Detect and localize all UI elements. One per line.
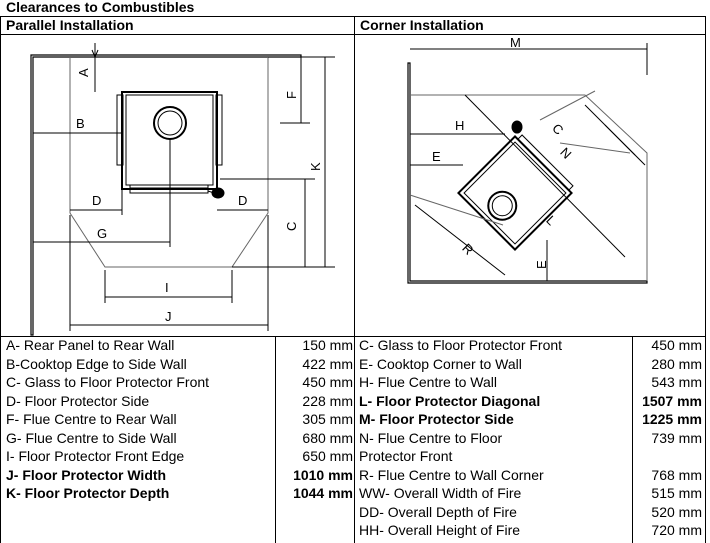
label-n: N	[557, 144, 575, 162]
spec-label: A- Rear Panel to Rear Wall	[6, 337, 175, 353]
spec-value: 450 mm	[302, 374, 353, 390]
spec-label: DD- Overall Depth of Fire	[359, 503, 517, 520]
spec-label: HH- Overall Height of Fire	[359, 522, 521, 538]
spec-label: F- Flue Centre to Rear Wall	[6, 411, 177, 427]
table-row	[357, 521, 706, 540]
spec-value: 650 mm	[302, 448, 353, 464]
label-g: G	[97, 226, 108, 241]
table-row	[357, 484, 706, 503]
spec-value: 1225 mm	[642, 411, 702, 427]
table-row	[4, 336, 357, 355]
label-k: K	[308, 162, 323, 171]
label-j: J	[165, 309, 172, 324]
table-row	[357, 410, 706, 429]
table-row	[4, 429, 357, 448]
table-row	[4, 373, 357, 392]
spec-label: D- Floor Protector Side	[6, 392, 150, 409]
spec-label: Protector Front	[359, 448, 453, 464]
label-c-corner: C	[549, 120, 567, 138]
right-spec-table	[357, 336, 706, 540]
table-row	[4, 410, 357, 429]
spec-label: C- Glass to Floor Protector Front	[359, 337, 563, 353]
spec-label: H- Flue Centre to Wall	[359, 374, 497, 390]
label-e-bottom: E	[534, 260, 549, 269]
label-r: R	[459, 240, 477, 258]
spec-value: 543 mm	[651, 374, 702, 390]
label-b: B	[76, 116, 85, 131]
label-a: A	[76, 68, 91, 77]
parallel-installation-diagram	[0, 35, 354, 336]
spec-value	[632, 447, 706, 466]
spec-value: 450 mm	[651, 337, 702, 353]
spec-label: B-Cooktop Edge to Side Wall	[6, 355, 187, 372]
table-row	[4, 447, 357, 466]
spec-value: 228 mm	[302, 392, 353, 409]
table-row	[357, 392, 706, 411]
spec-value: 305 mm	[302, 411, 353, 427]
label-i: I	[165, 280, 169, 295]
label-d-right: D	[238, 193, 248, 208]
spec-value: 422 mm	[302, 355, 353, 372]
spec-value: 1010 mm	[293, 466, 353, 483]
spec-label: M- Floor Protector Side	[359, 411, 514, 427]
spec-value: 515 mm	[651, 485, 702, 501]
spec-value: 520 mm	[651, 503, 702, 520]
spec-label: R- Flue Centre to Wall Corner	[359, 466, 544, 483]
table-row	[357, 373, 706, 392]
spec-value: 150 mm	[302, 337, 353, 353]
table-row	[4, 355, 357, 374]
spec-value: 768 mm	[651, 466, 702, 483]
table-row	[357, 336, 706, 355]
spec-label: I- Floor Protector Front Edge	[6, 448, 185, 464]
label-m: M	[510, 35, 521, 50]
left-spec-table	[4, 336, 357, 503]
spec-value: 1507 mm	[642, 392, 702, 409]
table-row	[4, 466, 357, 485]
label-c: C	[284, 221, 299, 231]
label-f: F	[284, 91, 299, 99]
spec-label: E- Cooktop Corner to Wall	[359, 355, 522, 372]
table-row	[357, 429, 706, 448]
label-e-top: E	[432, 149, 441, 164]
corner-installation-diagram	[355, 35, 705, 336]
spec-label: G- Flue Centre to Side Wall	[6, 429, 177, 446]
spec-value: 720 mm	[651, 522, 702, 538]
spec-value: 280 mm	[651, 355, 702, 372]
table-row	[357, 447, 706, 466]
spec-label: C- Glass to Floor Protector Front	[6, 374, 210, 390]
spec-label: J- Floor Protector Width	[6, 466, 167, 483]
spec-value: 739 mm	[651, 429, 702, 446]
spec-value: 1044 mm	[293, 485, 353, 501]
table-row	[357, 355, 706, 374]
label-d-left: D	[92, 193, 102, 208]
parallel-header: Parallel Installation	[6, 17, 134, 33]
table-row	[357, 503, 706, 522]
table-row	[4, 392, 357, 411]
table-row	[357, 466, 706, 485]
spec-label: K- Floor Protector Depth	[6, 485, 170, 501]
corner-header: Corner Installation	[360, 17, 484, 33]
spec-value: 680 mm	[302, 429, 353, 446]
label-h: H	[455, 118, 465, 133]
label-l: L	[543, 212, 559, 229]
page-title: Clearances to Combustibles	[6, 0, 195, 15]
spec-label: N- Flue Centre to Floor	[359, 429, 503, 446]
spec-label: WW- Overall Width of Fire	[359, 485, 522, 501]
table-row	[4, 484, 357, 503]
spec-label: L- Floor Protector Diagonal	[359, 392, 541, 409]
